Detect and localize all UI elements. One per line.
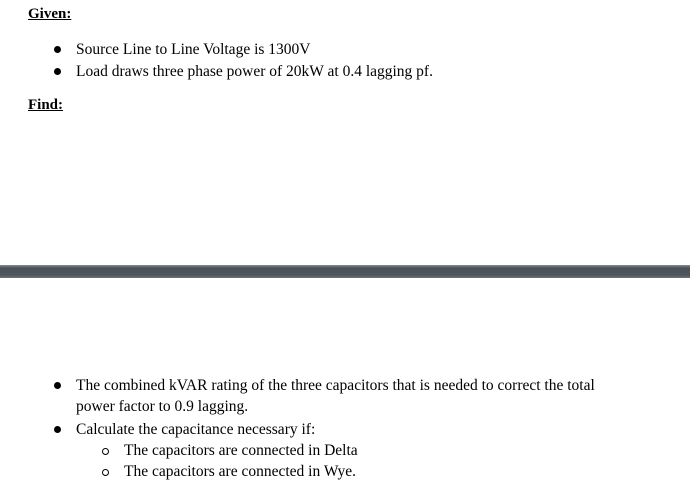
find-item-kvar-line1: The combined kVAR rating of the three capacitors that is needed to correct the total bbox=[76, 377, 595, 394]
page-divider bbox=[0, 265, 690, 278]
bullet-icon bbox=[54, 46, 61, 53]
find-subitem-wye: The capacitors are connected in Wye. bbox=[124, 463, 357, 480]
bullet-icon bbox=[54, 382, 61, 389]
bullet-icon bbox=[54, 426, 61, 433]
bullet-icon bbox=[54, 68, 61, 75]
given-heading: Given: bbox=[28, 6, 72, 22]
given-item-load: Load draws three phase power of 20kW at 0.4 lagging pf. bbox=[76, 63, 433, 80]
find-subitem-delta: The capacitors are connected in Delta bbox=[124, 442, 358, 459]
find-heading: Find: bbox=[28, 97, 64, 113]
find-item-kvar-line2: power factor to 0.9 lagging. bbox=[76, 398, 249, 415]
given-item-voltage: Source Line to Line Voltage is 1300V bbox=[76, 41, 311, 58]
find-item-capacitance: Calculate the capacitance necessary if: bbox=[76, 421, 316, 438]
sub-bullet-icon bbox=[102, 448, 109, 455]
sub-bullet-icon bbox=[102, 469, 109, 476]
